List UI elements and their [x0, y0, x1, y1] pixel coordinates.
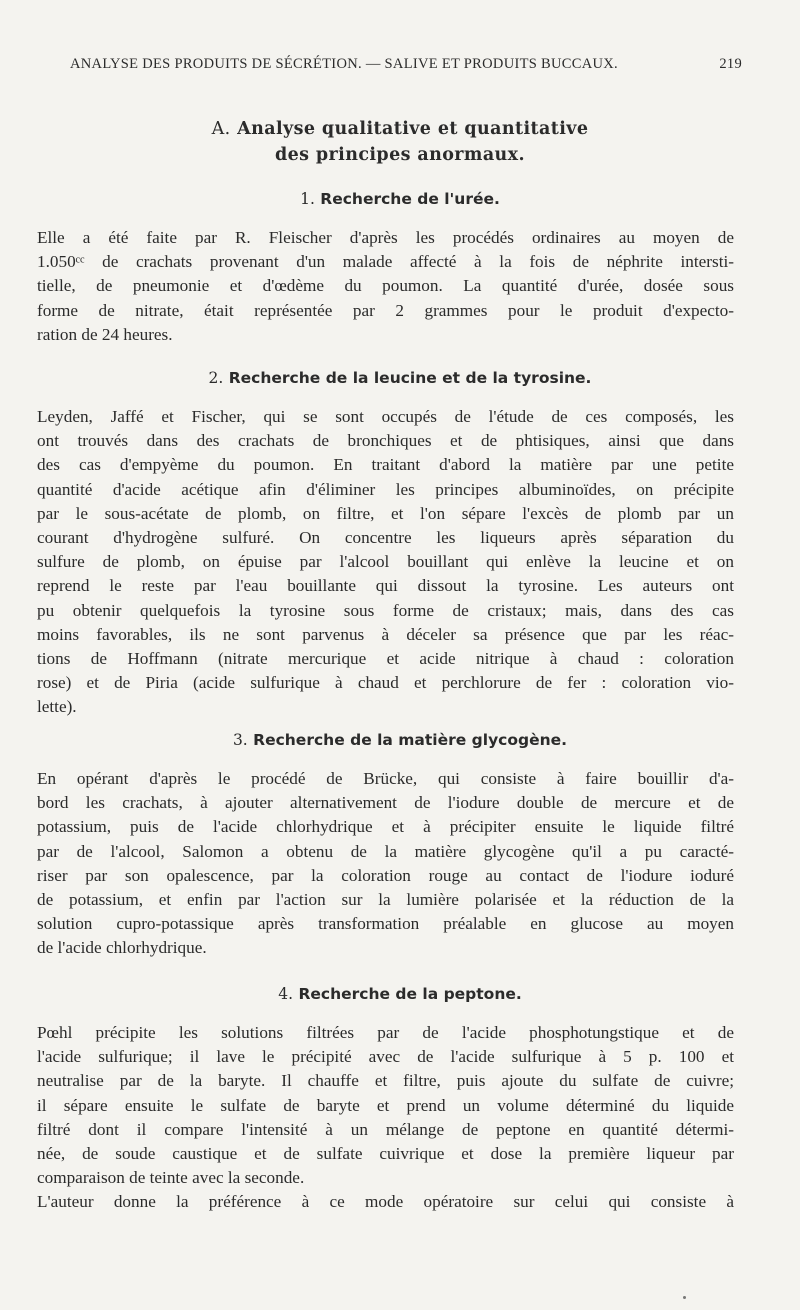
text-line: comparaison de teinte avec la seconde. [37, 1168, 305, 1188]
subsection-heading-4: 4. Recherche de la peptone. [278, 985, 522, 1003]
text-line: par le sous-acétate de plomb, on filtre, et l'on sépare l'excès de plomb par un [37, 503, 734, 523]
subsection-heading-1: 1. Recherche de l'urée. [300, 190, 500, 208]
paragraph-leucine-tyrosine [37, 405, 734, 720]
text-line: bord les crachats, à ajouter alternativement de l'iodure double de mercure et de [37, 793, 734, 813]
text-line: pu obtenir quelquefois la tyrosine sous forme de cristaux; mais, dans des cas [37, 600, 734, 620]
text-line: potassium, puis de l'acide chlorhydrique et à précipiter ensuite le liquide filtré [37, 817, 734, 837]
text-line: des cas d'empyème du poumon. En traitant d'abord la matière par une petite [37, 455, 734, 475]
text-line: lette). [37, 697, 77, 717]
section-title-line2 [0, 142, 800, 168]
running-head [70, 56, 742, 73]
page-number: 219 [719, 56, 742, 72]
text-line: neutralise par de la baryte. Il chauffe et filtre, puis ajoute du sulfate de cuivre; [37, 1071, 734, 1091]
text-line: En opérant d'après le procédé de Brücke, qui consiste à faire bouillir d'a- [37, 769, 734, 788]
text-line: filtré dont il compare l'intensité à un mélange de peptone en quantité détermi- [37, 1119, 734, 1139]
text-line: ration de 24 heures. [37, 324, 173, 344]
text-line: par de l'alcool, Salomon a obtenu de la matière glycogène qu'il a pu caracté- [37, 841, 734, 861]
subsection-heading-3: 3. Recherche de la matière glycogène. [232, 731, 568, 749]
text-line: de l'acide chlorhydrique. [37, 938, 207, 958]
section-title-line1 [0, 116, 800, 142]
text-line: forme de nitrate, était représentée par 2 grammes pour le produit d'expecto- [37, 300, 734, 320]
text-line: reprend le reste par l'eau bouillante qui dissout la tyrosine. Les auteurs ont [37, 576, 734, 596]
section-title-text-1: Analyse qualitative et quantitative [237, 119, 589, 139]
text-line: ont trouvés dans des crachats de bronchiques et de phtisiques, ainsi que dans [37, 431, 734, 451]
text-line: tions de Hoffmann (nitrate mercurique et acide nitrique à chaud : coloration [37, 649, 734, 669]
text-line: l'acide sulfurique; il lave le précipité avec de l'acide sulfurique à 5 p. 100 et [37, 1047, 734, 1067]
subsection-heading-2: 2. Recherche de la leucine et de la tyrosine. [208, 369, 592, 387]
text-line: sulfure de plomb, on épuise par l'alcool bouillant qui enlève la leucine et on [37, 552, 734, 572]
text-line: riser par son opalescence, par la coloration rouge au contact de l'iodure ioduré [37, 865, 734, 885]
text-line: Leyden, Jaffé et Fischer, qui se sont occupés de l'étude de ces composés, les [37, 407, 734, 426]
text-line: de potassium, et enfin par l'action sur la lumière polarisée et la réduction de la [37, 890, 734, 910]
section-title-text-2: des principes anormaux. [274, 145, 526, 165]
text-line: Pœhl précipite les solutions filtrées par de l'acide phosphotungstique et de [37, 1023, 734, 1042]
text-line: il sépare ensuite le sulfate de baryte et prend un volume déterminé du liquide [37, 1095, 734, 1115]
text-line: moins favorables, ils ne sont parvenus à déceler sa présence que par les réac- [37, 624, 734, 644]
text-line: solution cupro-potassique après transformation préalable en glucose au moyen [37, 914, 734, 934]
print-speck [683, 1296, 686, 1299]
text-line: L'auteur donne la préférence à ce mode opératoire sur celui qui consiste à [37, 1192, 734, 1212]
section-letter: A. [211, 119, 231, 139]
running-head-title: ANALYSE DES PRODUITS DE SÉCRÉTION. — SALIVE ET PRODUITS BUCCAUX. [70, 56, 618, 72]
text-line: Elle a été faite par R. Fleischer d'après les procédés ordinaires au moyen de [37, 228, 734, 247]
paragraph-glycogen [37, 767, 734, 961]
paragraph-peptone [37, 1021, 734, 1215]
text-line: quantité d'acide acétique afin d'éliminer les principes albuminoïdes, on précipite [37, 479, 734, 499]
text-line: 1.050ᶜᶜ de crachats provenant d'un malade affecté à la fois de néphrite intersti- [37, 252, 734, 272]
text-line: tielle, de pneumonie et d'œdème du poumon. La quantité d'urée, dosée sous [37, 276, 734, 296]
text-line: courant d'hydrogène sulfuré. On concentre les liqueurs après séparation du [37, 528, 734, 548]
text-line: née, de soude caustique et de sulfate cuivrique et dose la première liqueur par [37, 1144, 734, 1164]
paragraph-urea [37, 226, 734, 347]
text-line: rose) et de Piria (acide sulfurique à chaud et perchlorure de fer : coloration vio- [37, 673, 734, 693]
